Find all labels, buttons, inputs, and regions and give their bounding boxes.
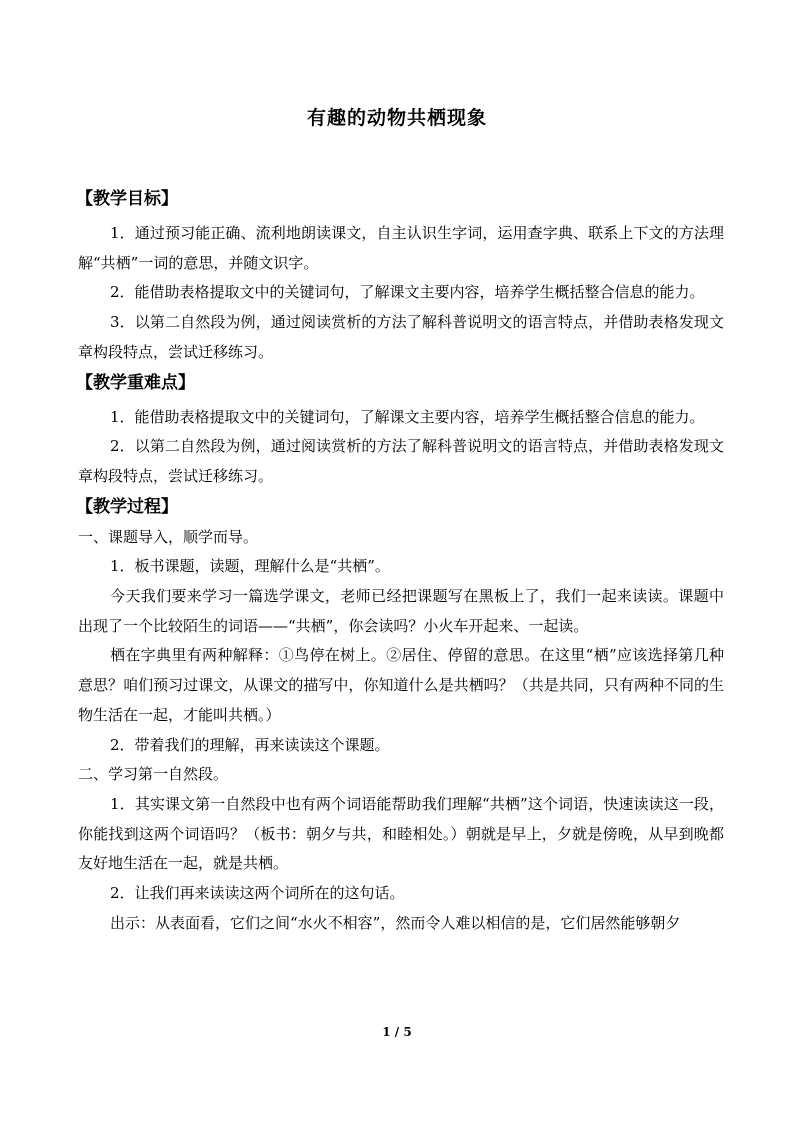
goal-item-3: 3．以第二自然段为例，通过阅读赏析的方法了解科普说明文的语言特点，并借助表格发现文章构段特点，尝试迁移练习。 [78,313,724,361]
process-part1-item-4: 2．带着我们的理解，再来读读这个课题。 [110,735,390,754]
document-title: 有趣的动物共栖现象 [306,107,487,129]
process-part1-item-2: 今天我们要来学习一篇选学课文，老师已经把课题写在黑板上了，我们一起来读读。课题中出现了一个比较陌生的词语——“共栖”，你会读吗？小火车开起来、一起读。 [78,587,724,635]
page-number: 1 / 5 [382,1025,412,1039]
process-part2-item-2: 2．让我们再来读读这两个词所在的这句话。 [110,884,405,903]
process-part2-item-1: 1．其实课文第一自然段中也有两个词语能帮助我们理解“共栖”这个词语，快速读读这一段，你能找到这两个词语吗？（板书：朝夕与共，和睦相处。）朝就是早上，夕就是傍晚，从早到晚都友好地生活在一起，就是共栖。 [78,794,724,873]
process-part1-title: 一、课题导入，顺学而导。 [78,527,259,546]
process-part1-item-1: 1．板书课题，读题，理解什么是“共栖”。 [110,557,390,576]
section-heading-process: 【教学过程】 [76,496,178,517]
key-point-item-2: 2．以第二自然段为例，通过阅读赏析的方法了解科普说明文的语言特点，并借助表格发现文章构段特点，尝试迁移练习。 [78,437,724,485]
process-part1-item-3: 栖在字典里有两种解释：①鸟停在树上。②居住、停留的意思。在这里“栖”应该选择第几种意思？咱们预习过课文，从课文的描写中，你知道什么是共栖吗？（共是共同，只有两种不同的生物生活在一起，才能叫共栖。） [78,646,724,724]
section-heading-goals: 【教学目标】 [76,189,178,209]
goal-item-2: 2．能借助表格提取文中的关键词句，了解课文主要内容，培养学生概括整合信息的能力。 [110,283,705,302]
goal-item-1: 1．通过预习能正确、流利地朗读课文，自主认识生字词，运用查字典、联系上下文的方法理解“共栖”一词的意思，并随文识字。 [78,224,724,272]
process-part2-item-3: 出示：从表面看，它们之间“水火不相容”，然而令人难以相信的是，它们居然能够朝夕 [110,913,681,932]
key-point-item-1: 1．能借助表格提取文中的关键词句，了解课文主要内容，培养学生概括整合信息的能力。 [110,407,705,426]
process-part2-title: 二、学习第一自然段。 [78,765,229,784]
section-heading-key-points: 【教学重难点】 [76,372,195,393]
document-body [78,184,724,938]
